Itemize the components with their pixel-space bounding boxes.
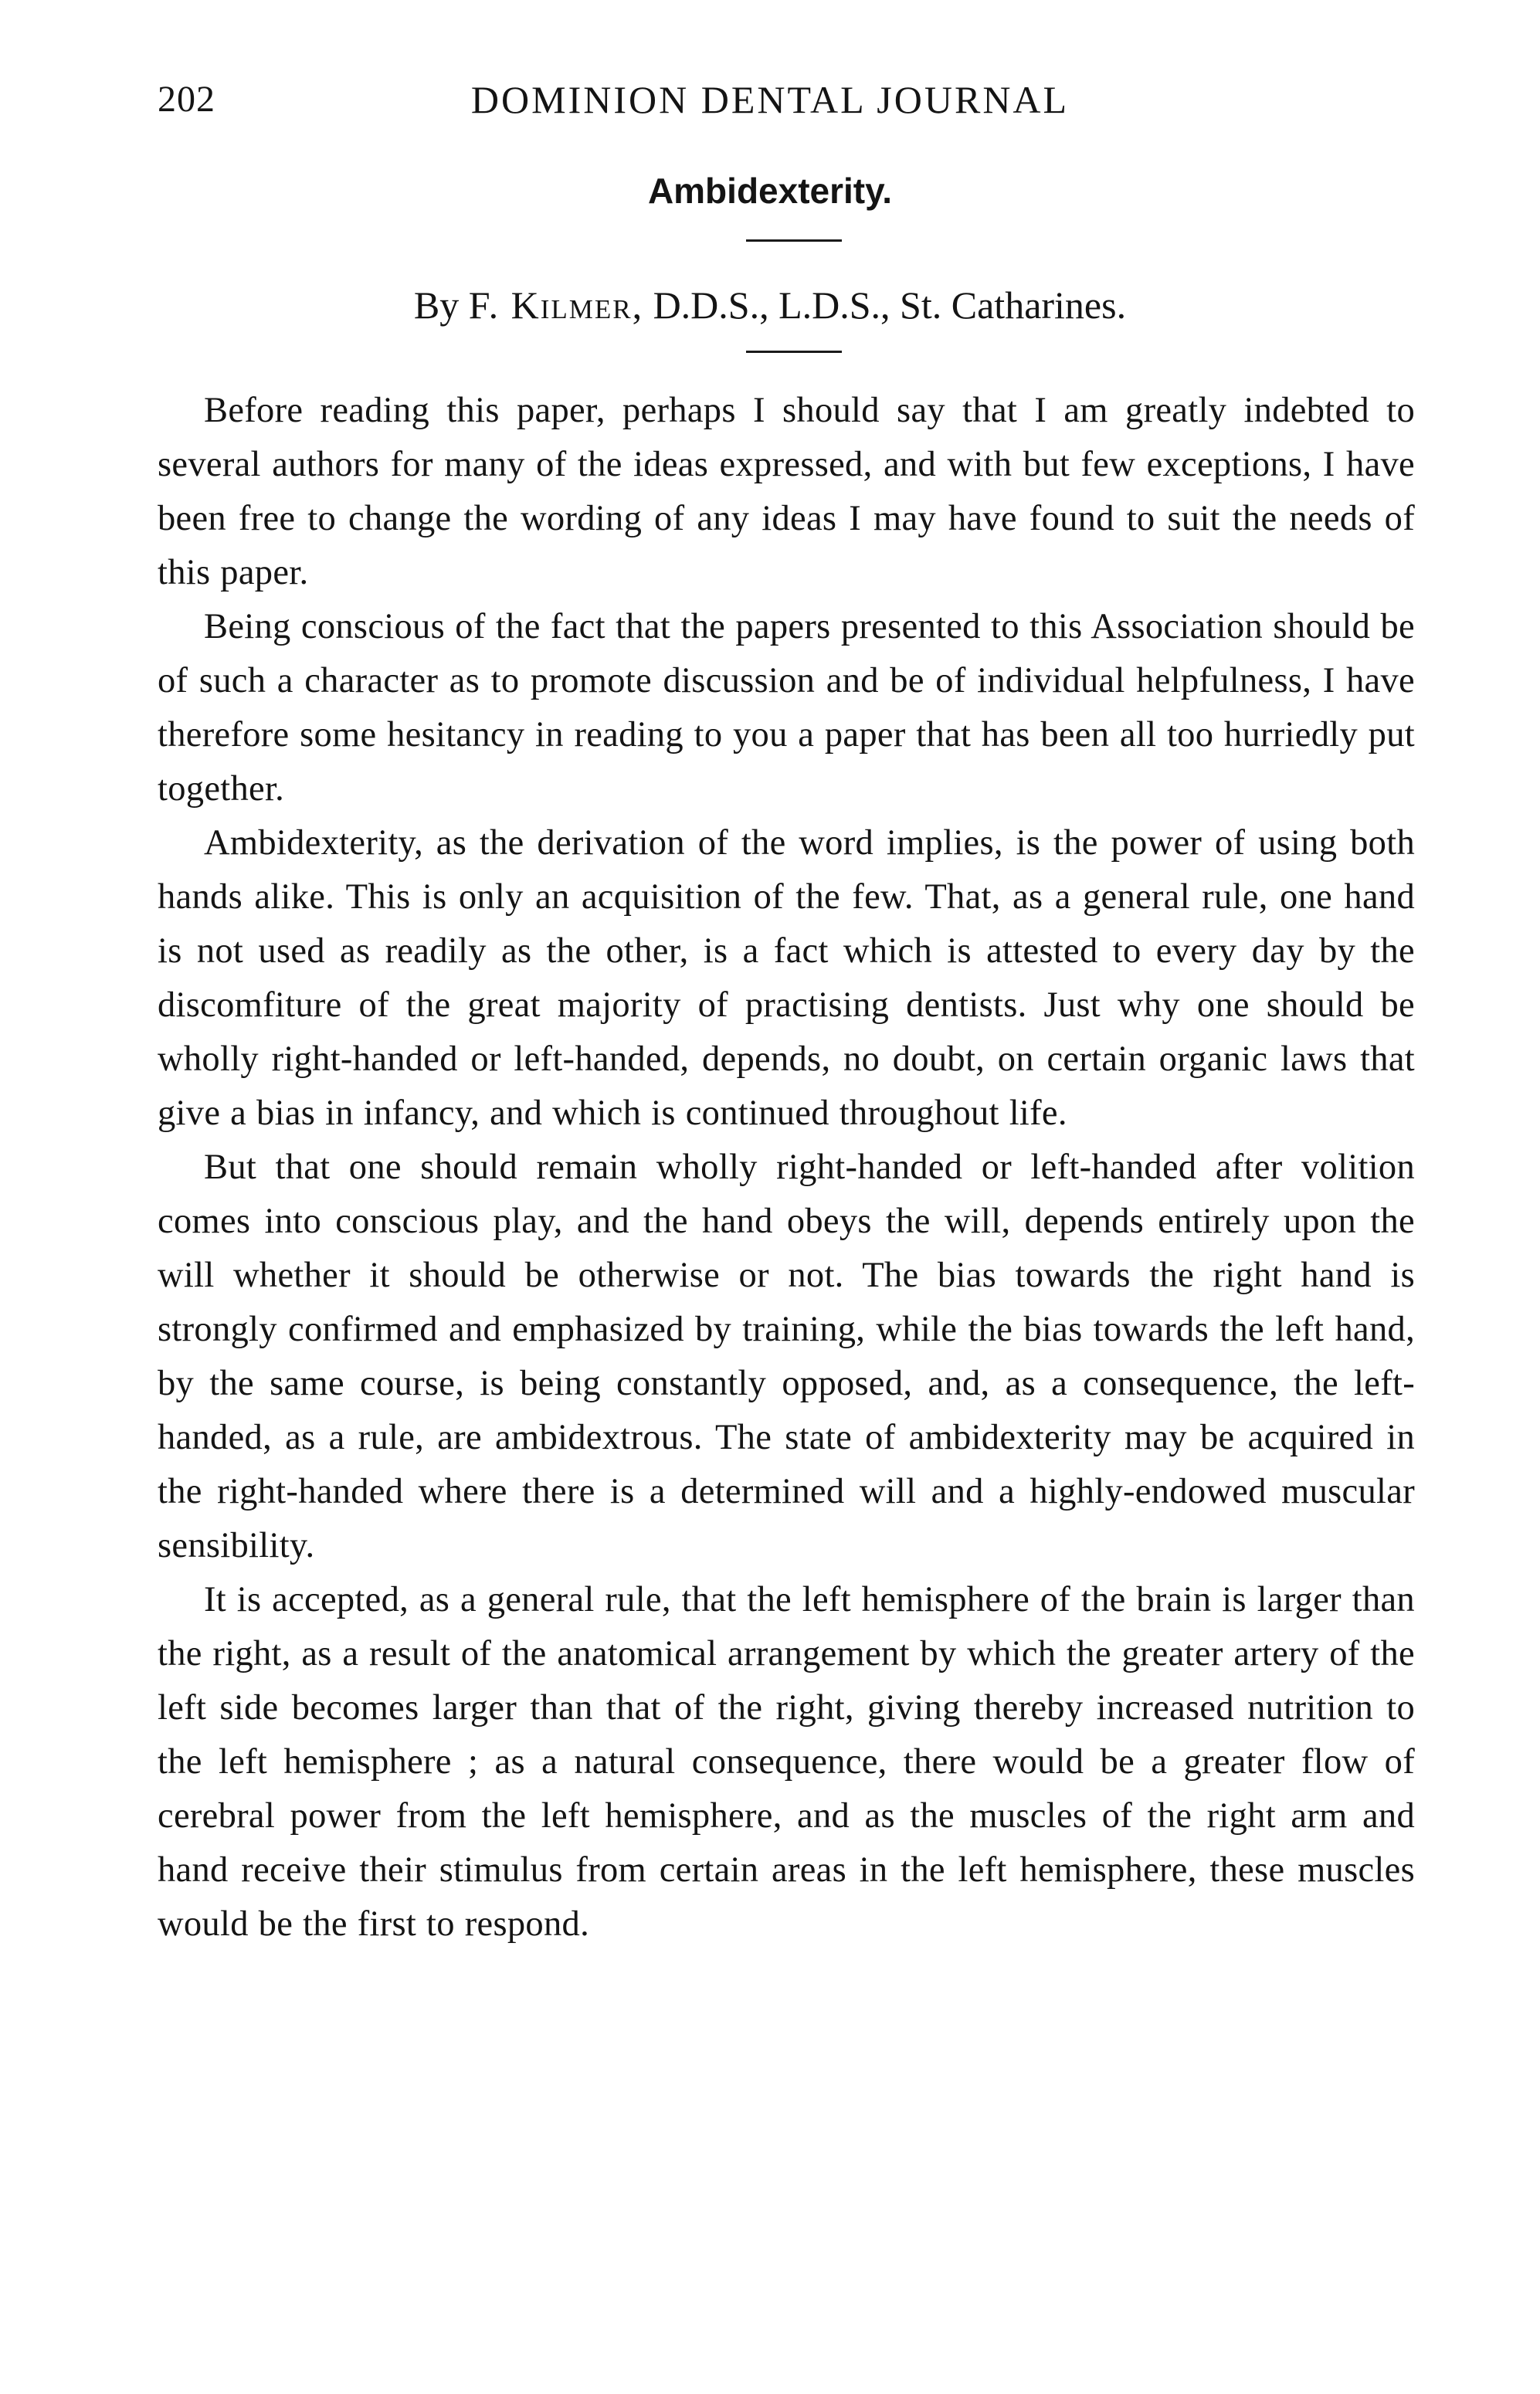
article-title: Ambidexterity.: [647, 171, 893, 211]
title-divider: [746, 239, 842, 242]
author-name: F. Kilmer,: [468, 283, 644, 327]
paragraph: Before reading this paper, perhaps I should say that I am greatly indebted to several authors for many of the ideas expressed, and with but few exceptions, I have been free to change the wording of any ideas I may have found to suit the needs of this paper.: [158, 391, 1415, 592]
paragraph: It is accepted, as a general rule, that the left hemisphere of the brain is larger than the right, as a result of the anatomical arrangement by which the greater artery of the left side becomes larger than that of the right, giving thereby increased nutrition to the left hemisphere ; as a natural consequence, there would be a greater flow of cerebral power from the left hemisphere, and as the muscles of the right arm and hand receive their stimulus from certain areas in the left hemisphere, these muscles would be the first to respond.: [158, 1580, 1415, 1944]
byline-divider: [746, 351, 842, 353]
article-body: [158, 384, 1415, 1951]
running-head: [0, 73, 1540, 127]
journal-title: DOMINION DENTAL JOURNAL: [470, 78, 1070, 121]
page-number: 202: [158, 79, 215, 120]
paragraph: Ambidexterity, as the derivation of the word implies, is the power of using both hands alike. This is only an acquisition of the few. That, as a general rule, one hand is not used as readily as the other, is a fact which is attested to every day by the discomfiture of the great majority of practising dentists. Just why one should be wholly right-handed or left-handed, depends, no doubt, on certain organic laws that give a bias in infancy, and which is continued throughout life.: [158, 823, 1415, 1133]
byline-prefix: By: [413, 283, 460, 327]
author-credentials: D.D.S., L.D.S., St. Catharines.: [653, 283, 1127, 327]
paragraph: Being conscious of the fact that the papers presented to this Association should be of such a character as to promote discussion and be of individual helpfulness, I have therefore some hesitancy in reading to you a paper that has been all too hurriedly put together.: [158, 607, 1415, 809]
paragraph: But that one should remain wholly right-handed or left-handed after volition comes into conscious play, and the hand obeys the will, depends entirely upon the will whether it should be otherwise or not. The bias towards the right hand is strongly confirmed and emphasized by training, while the bias towards the left hand, by the same course, is being constantly opposed, and, as a consequence, the left-handed, as a rule, are ambidextrous. The state of ambidexterity may be acquired in the right-handed where there is a determined will and a highly-endowed muscular sensibility.: [158, 1148, 1415, 1565]
byline: [0, 278, 1540, 332]
